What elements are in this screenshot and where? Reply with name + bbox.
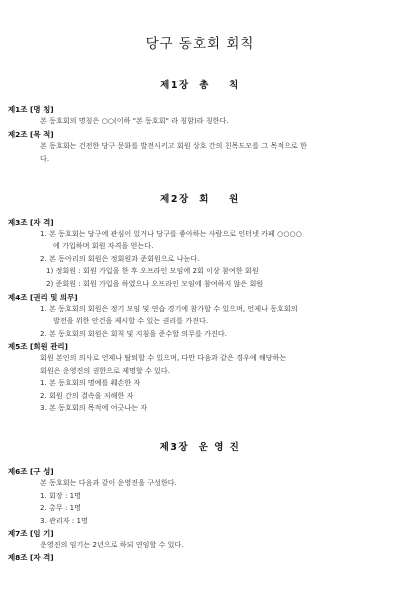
document-title: 당구 동호회 회칙 (145, 36, 255, 52)
article-4-line-3: 2. 본 동호회의 회원은 회칙 및 지침을 준수할 의무를 가진다. (40, 329, 227, 338)
article-4-heading: 제4조 [권리 및 의무] (8, 293, 78, 302)
article-6-line-2: 1. 회장 : 1명 (40, 491, 81, 500)
article-3-line-3: 2. 본 동아리의 회원은 정회원과 준회원으로 나눈다. (40, 254, 200, 263)
article-3-line-2: 에 가입하며 회원 자격을 얻는다. (53, 241, 154, 250)
chapter-3-heading: 제3장 운 영 진 (159, 442, 241, 453)
article-7-heading: 제7조 [임 기] (8, 529, 54, 538)
article-6-heading: 제6조 [구 성] (8, 467, 54, 476)
chapter-2-heading: 제2장 회 원 (160, 194, 240, 205)
article-3-line-4: 1) 정회원 : 회원 가입을 한 후 오프라인 모임에 2회 이상 참여한 회원 (46, 266, 259, 275)
article-6-line-1: 본 동호회는 다음과 같이 운영진을 구성한다. (40, 478, 177, 487)
chapter-1-heading: 제1장 총 칙 (160, 80, 240, 91)
article-5-line-2: 회원은 운영진의 권한으로 제명할 수 있다. (40, 366, 171, 375)
article-2-line-1: 본 동호회는 건전한 당구 문화를 발전시키고 회원 상호 간의 친목도모를 그 목적으로 한 (40, 141, 307, 150)
article-5-heading: 제5조 [회원 관리] (8, 342, 68, 351)
article-3-line-5: 2) 준회원 : 회원 가입을 하였으나 오프라인 모임에 참여하지 않은 회원 (46, 279, 264, 288)
article-8-heading: 제8조 [자 격] (8, 553, 54, 562)
article-5-line-3: 1. 본 동호회의 명예를 훼손한 자 (40, 378, 141, 387)
article-7-line-1: 운영진의 임기는 2년으로 하되 연임할 수 있다. (40, 540, 184, 549)
article-3-line-1: 1. 본 동호회는 당구에 관심이 있거나 당구를 좋아하는 사람으로 인터넷 카페 ○○○○ (40, 229, 302, 238)
article-3-heading: 제3조 [자 격] (8, 218, 54, 227)
article-5-line-1: 회원 본인의 의사로 언제나 탈퇴할 수 있으며, 다만 다음과 같은 경우에 해당하는 (40, 353, 287, 362)
article-1-heading: 제1조 [명 칭] (8, 105, 54, 114)
article-5-line-5: 3. 본 동호회의 목적에 어긋나는 자 (40, 403, 148, 412)
article-6-line-4: 3. 관리자 : 1명 (40, 516, 88, 525)
article-4-line-2: 발전을 위한 안건을 제시할 수 있는 권리를 가진다. (53, 316, 209, 325)
article-4-line-1: 1. 본 동호회의 회원은 정기 모임 및 연습 경기에 참가할 수 있으며, 언제나 동호회의 (40, 304, 298, 313)
article-6-line-3: 2. 총무 : 1명 (40, 503, 81, 512)
article-2-line-2: 다. (40, 154, 50, 163)
article-2-heading: 제2조 [목 적] (8, 130, 54, 139)
article-5-line-4: 2. 회원 간의 결속을 저해한 자 (40, 391, 134, 400)
article-1-line-1: 본 동호회의 명칭은 ○○(이하 "본 동호회" 라 칭함)라 칭한다. (40, 116, 229, 125)
